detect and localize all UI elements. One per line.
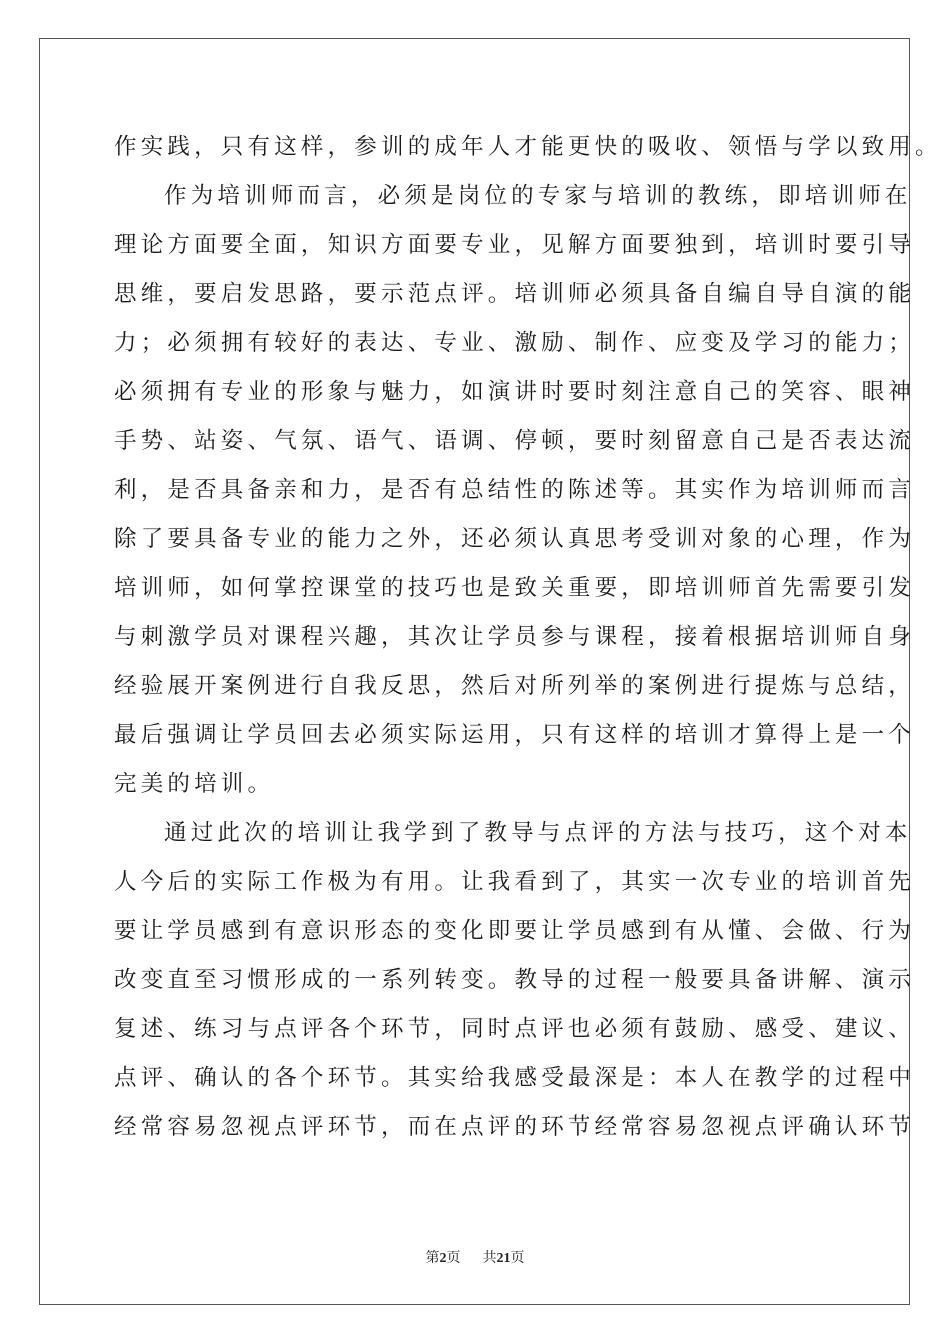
text-line: 经验展开案例进行自我反思，然后对所列举的案例进行提炼与总结， bbox=[114, 673, 916, 699]
paragraph-start-line: 作为培训师而言，必须是岗位的专家与培训的教练，即培训师在 bbox=[164, 183, 912, 209]
text-line: 改变直至习惯形成的一系列转变。教导的过程一般要具备讲解、演示 bbox=[114, 967, 916, 993]
page-prefix: 第 bbox=[425, 1251, 440, 1266]
text-line: 复述、练习与点评各个环节，同时点评也必须有鼓励、感受、建议、 bbox=[114, 1016, 916, 1042]
page-suffix: 页 bbox=[446, 1251, 461, 1266]
document-body bbox=[114, 123, 942, 1152]
page-number: 2 bbox=[439, 1251, 447, 1266]
text-line: 完美的培训。 bbox=[114, 771, 275, 797]
total-suffix: 页 bbox=[510, 1251, 525, 1266]
text-line: 最后强调让学员回去必须实际运用，只有这样的培训才算得上是一个 bbox=[114, 722, 916, 748]
text-line: 作实践，只有这样，参训的成年人才能更快的吸收、领悟与学以致用。 bbox=[114, 134, 942, 160]
text-line: 除了要具备专业的能力之外，还必须认真思考受训对象的心理，作为 bbox=[114, 526, 916, 552]
text-line: 理论方面要全面，知识方面要专业，见解方面要独到，培训时要引导 bbox=[114, 232, 916, 258]
text-line: 与刺激学员对课程兴趣，其次让学员参与课程，接着根据培训师自身 bbox=[114, 624, 916, 650]
text-line: 必须拥有专业的形象与魅力，如演讲时要时刻注意自己的笑容、眼神 bbox=[114, 379, 916, 405]
text-line: 力；必须拥有较好的表达、专业、激励、制作、应变及学习的能力； bbox=[114, 330, 916, 356]
text-line: 利，是否具备亲和力，是否有总结性的陈述等。其实作为培训师而言 bbox=[114, 477, 916, 503]
total-pages: 21 bbox=[496, 1251, 511, 1266]
text-line: 培训师，如何掌控课堂的技巧也是致关重要，即培训师首先需要引发 bbox=[114, 575, 916, 601]
text-line: 思维，要启发思路，要示范点评。培训师必须具备自编自导自演的能 bbox=[114, 281, 916, 307]
total-prefix: 共 bbox=[482, 1251, 497, 1266]
paragraph-start-line: 通过此次的培训让我学到了教导与点评的方法与技巧，这个对本 bbox=[164, 820, 912, 846]
text-line: 经常容易忽视点评环节，而在点评的环节经常容易忽视点评确认环节 bbox=[114, 1114, 916, 1140]
text-line: 点评、确认的各个环节。其实给我感受最深是：本人在教学的过程中 bbox=[114, 1065, 916, 1091]
text-line: 人今后的实际工作极为有用。让我看到了，其实一次专业的培训首先 bbox=[114, 869, 916, 895]
text-line: 要让学员感到有意识形态的变化即要让学员感到有从懂、会做、行为 bbox=[114, 918, 916, 944]
text-line: 手势、站姿、气氛、语气、语调、停顿，要时刻留意自己是否表达流 bbox=[114, 428, 916, 454]
page-footer bbox=[0, 1247, 950, 1267]
